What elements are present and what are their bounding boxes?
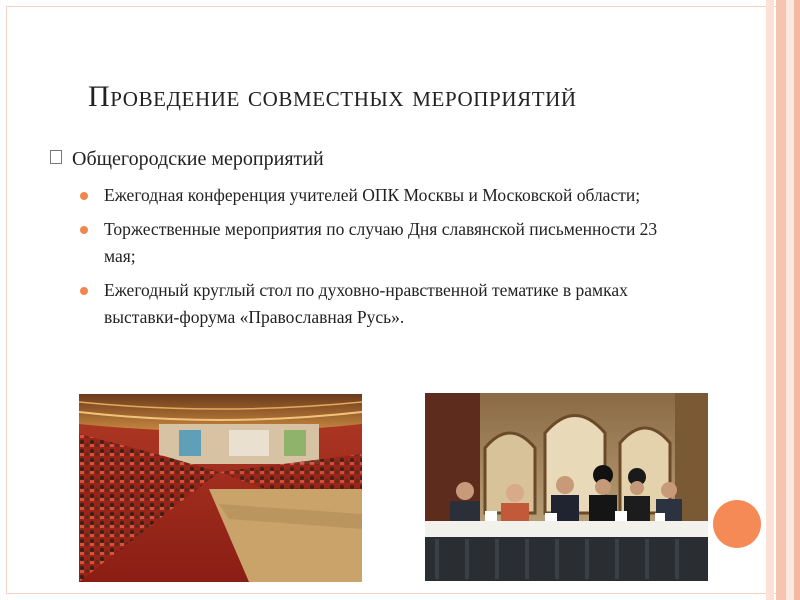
- level1-item: [50, 148, 730, 171]
- slide-title: Проведение совместных мероприятий: [88, 80, 577, 113]
- conference-hall-photo: [79, 394, 362, 582]
- dot-icon: [80, 287, 88, 295]
- level1-text: Общегородские мероприятий: [72, 148, 324, 170]
- dot-icon: [80, 226, 88, 234]
- bullet-text: Торжественные мероприятия по случаю Дня славянской письменности 23 мая;: [104, 219, 658, 266]
- box-icon: [50, 150, 62, 164]
- dot-icon: [80, 192, 88, 200]
- decor-stripe: [776, 0, 786, 600]
- bullet-text: Ежегодная конференция учителей ОПК Москвы и Московской области;: [104, 185, 641, 205]
- presidium-photo: [425, 393, 708, 581]
- list-item: [78, 216, 678, 270]
- decor-circle: [713, 500, 761, 548]
- list-item: [78, 182, 678, 209]
- decor-stripe: [786, 0, 794, 600]
- bullet-list: [78, 182, 678, 338]
- list-item: [78, 277, 678, 331]
- decor-stripe: [794, 0, 800, 600]
- bullet-text: Ежегодный круглый стол по духовно-нравственной тематике в рамках выставки-форума «Православная Русь».: [104, 280, 628, 327]
- decor-stripe: [766, 0, 774, 600]
